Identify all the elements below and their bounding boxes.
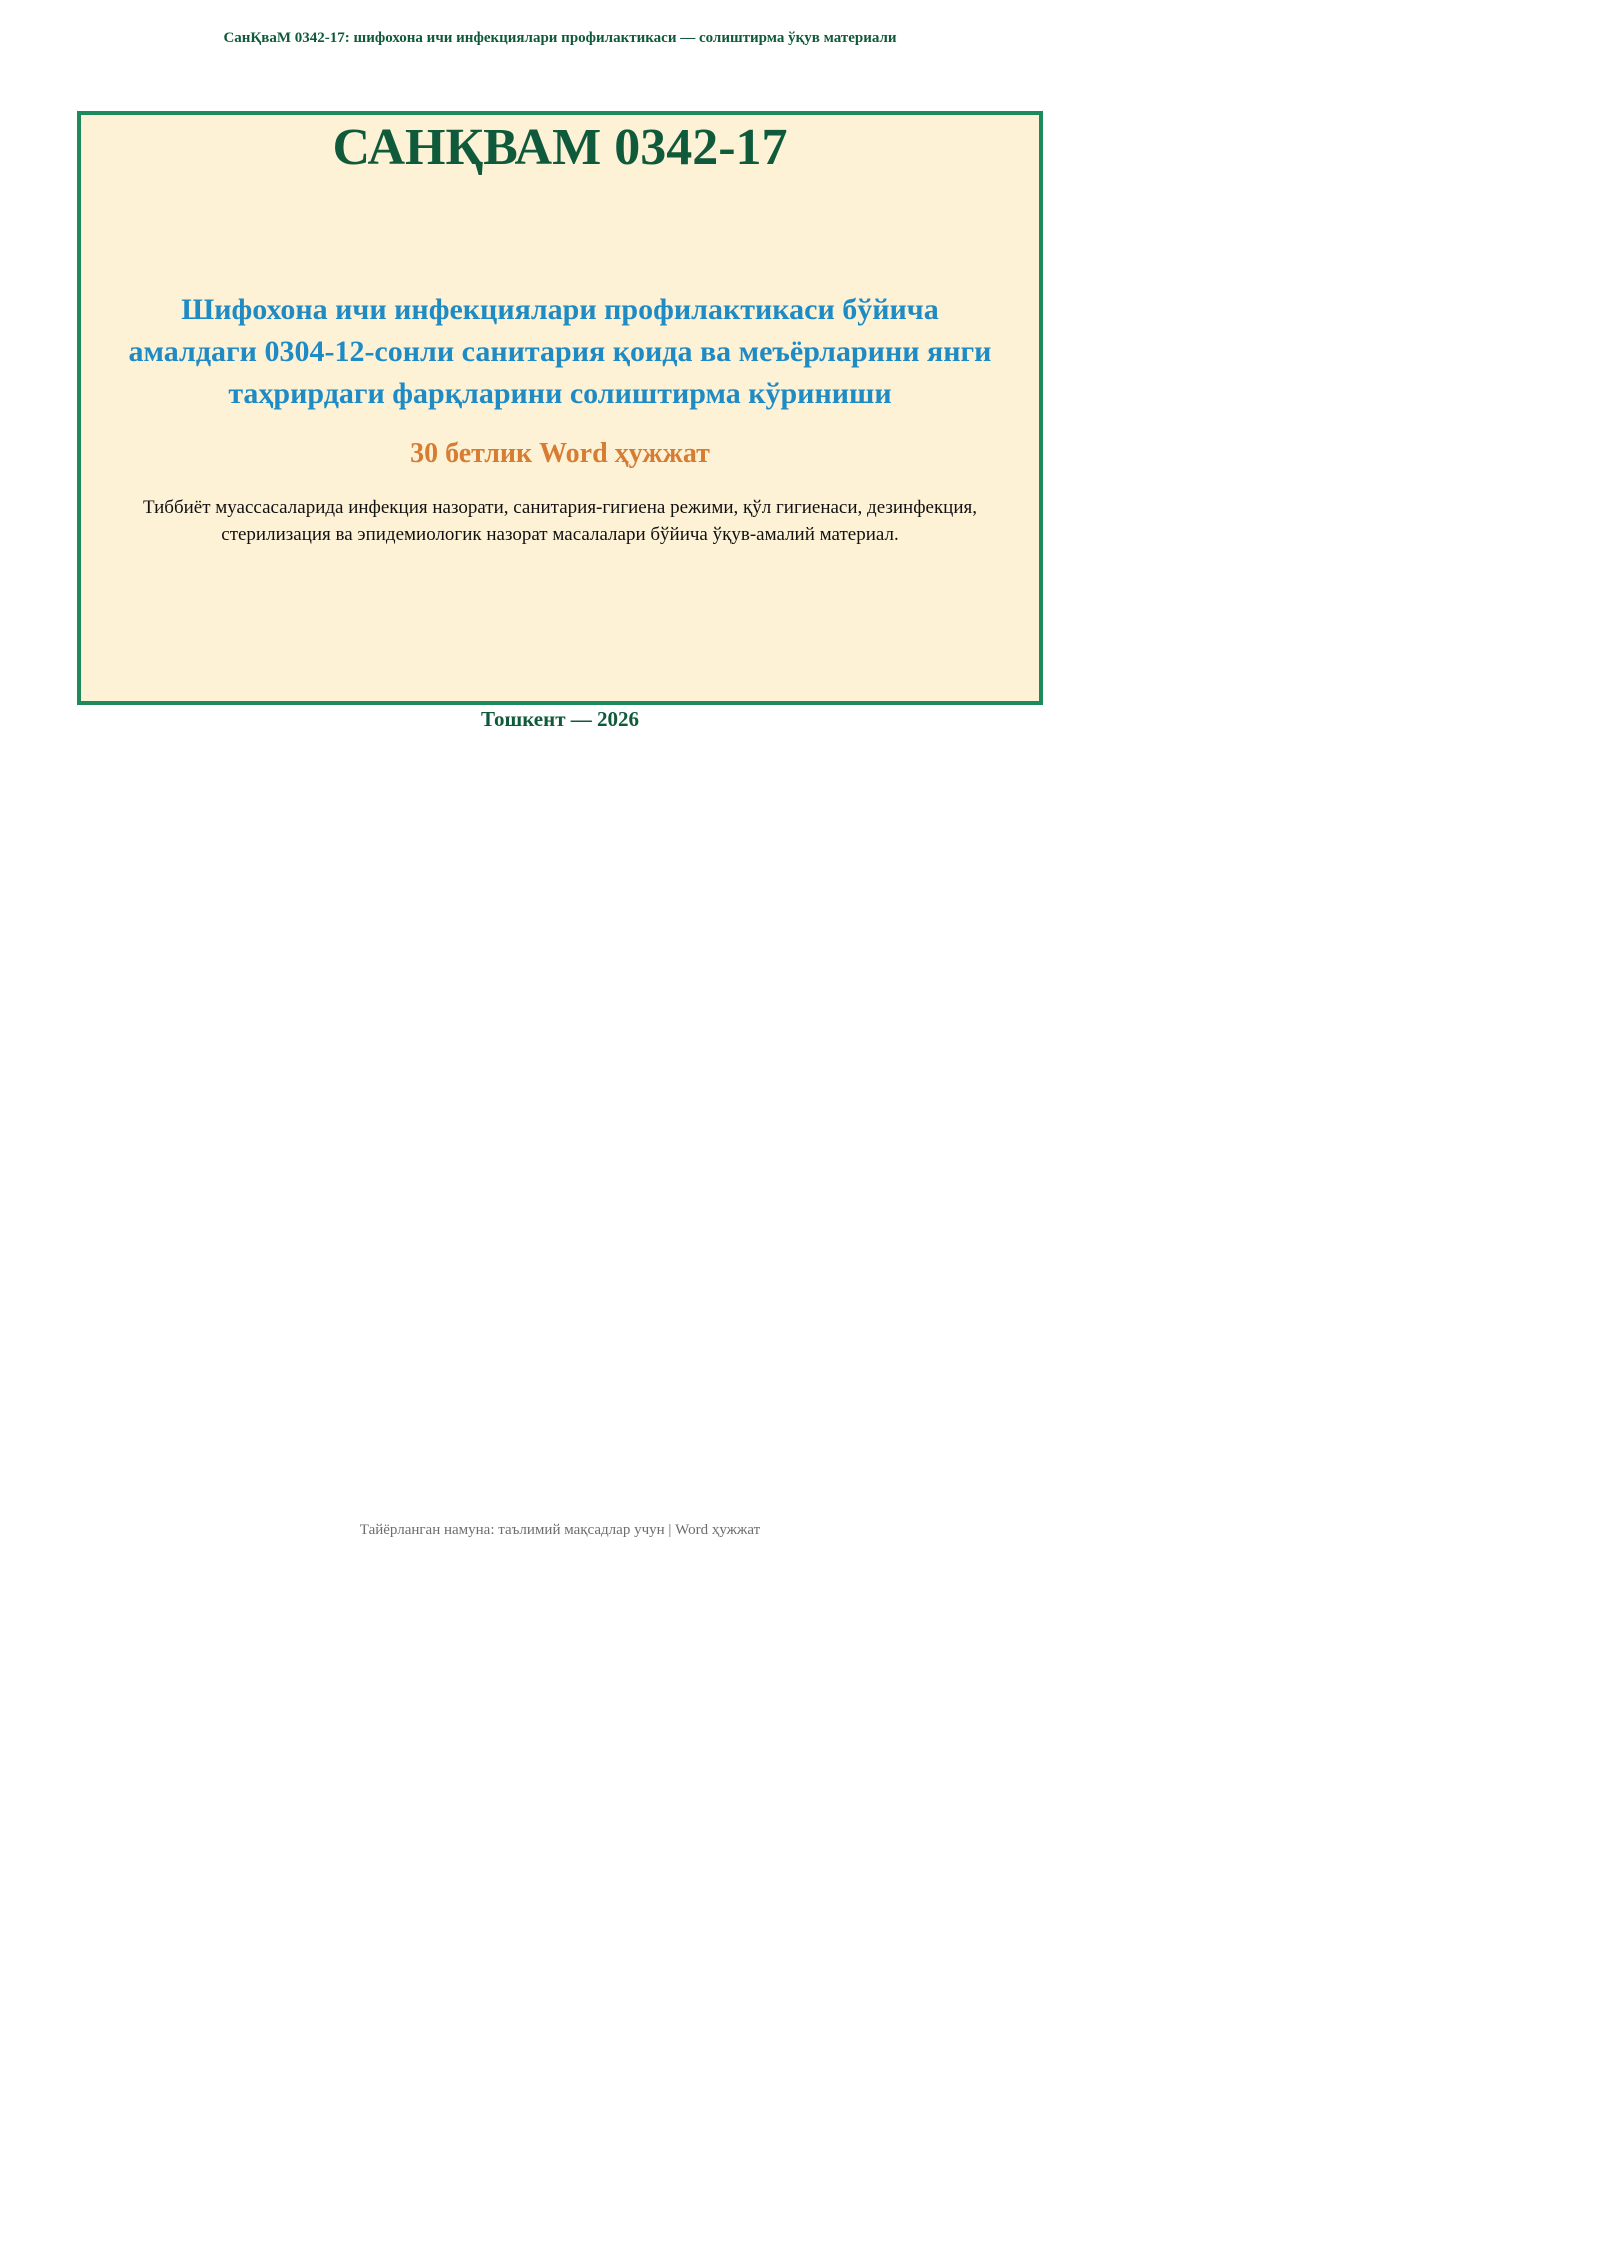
cover-title: САНҚВАМ 0342-17 bbox=[332, 119, 788, 176]
place-year: Тошкент — 2026 bbox=[480, 707, 640, 731]
cover-pages-label: 30 бетлик Word ҳужжат bbox=[410, 438, 710, 469]
cover-description bbox=[81, 494, 1039, 548]
cover-subtitle-line: амалдаги 0304-12-сонли санитария қоида ва меъёрларини янги bbox=[128, 335, 992, 368]
cover-description-line: Тиббиёт муассасаларида инфекция назорати, санитария-гигиена режими, қўл гигиенаси, дезинфекция, bbox=[142, 497, 978, 518]
running-header: СанҚваМ 0342-17: шифохона ичи инфекциялари профилактикаси — солиштирма ўқув материали bbox=[223, 30, 897, 46]
page-footer: Тайёрланган намуна: таълимий мақсадлар учун | Word ҳужжат bbox=[359, 1522, 761, 1538]
cover-subtitle bbox=[81, 289, 1039, 415]
cover-subtitle-line: таҳрирдаги фарқларини солиштирма кўриниши bbox=[228, 377, 892, 410]
cover-subtitle-line: Шифохона ичи инфекциялари профилактикаси бўйича bbox=[181, 293, 939, 326]
cover-description-line: стерилизация ва эпидемиологик назорат масалалари бўйича ўқув-амалий материал. bbox=[221, 524, 899, 545]
